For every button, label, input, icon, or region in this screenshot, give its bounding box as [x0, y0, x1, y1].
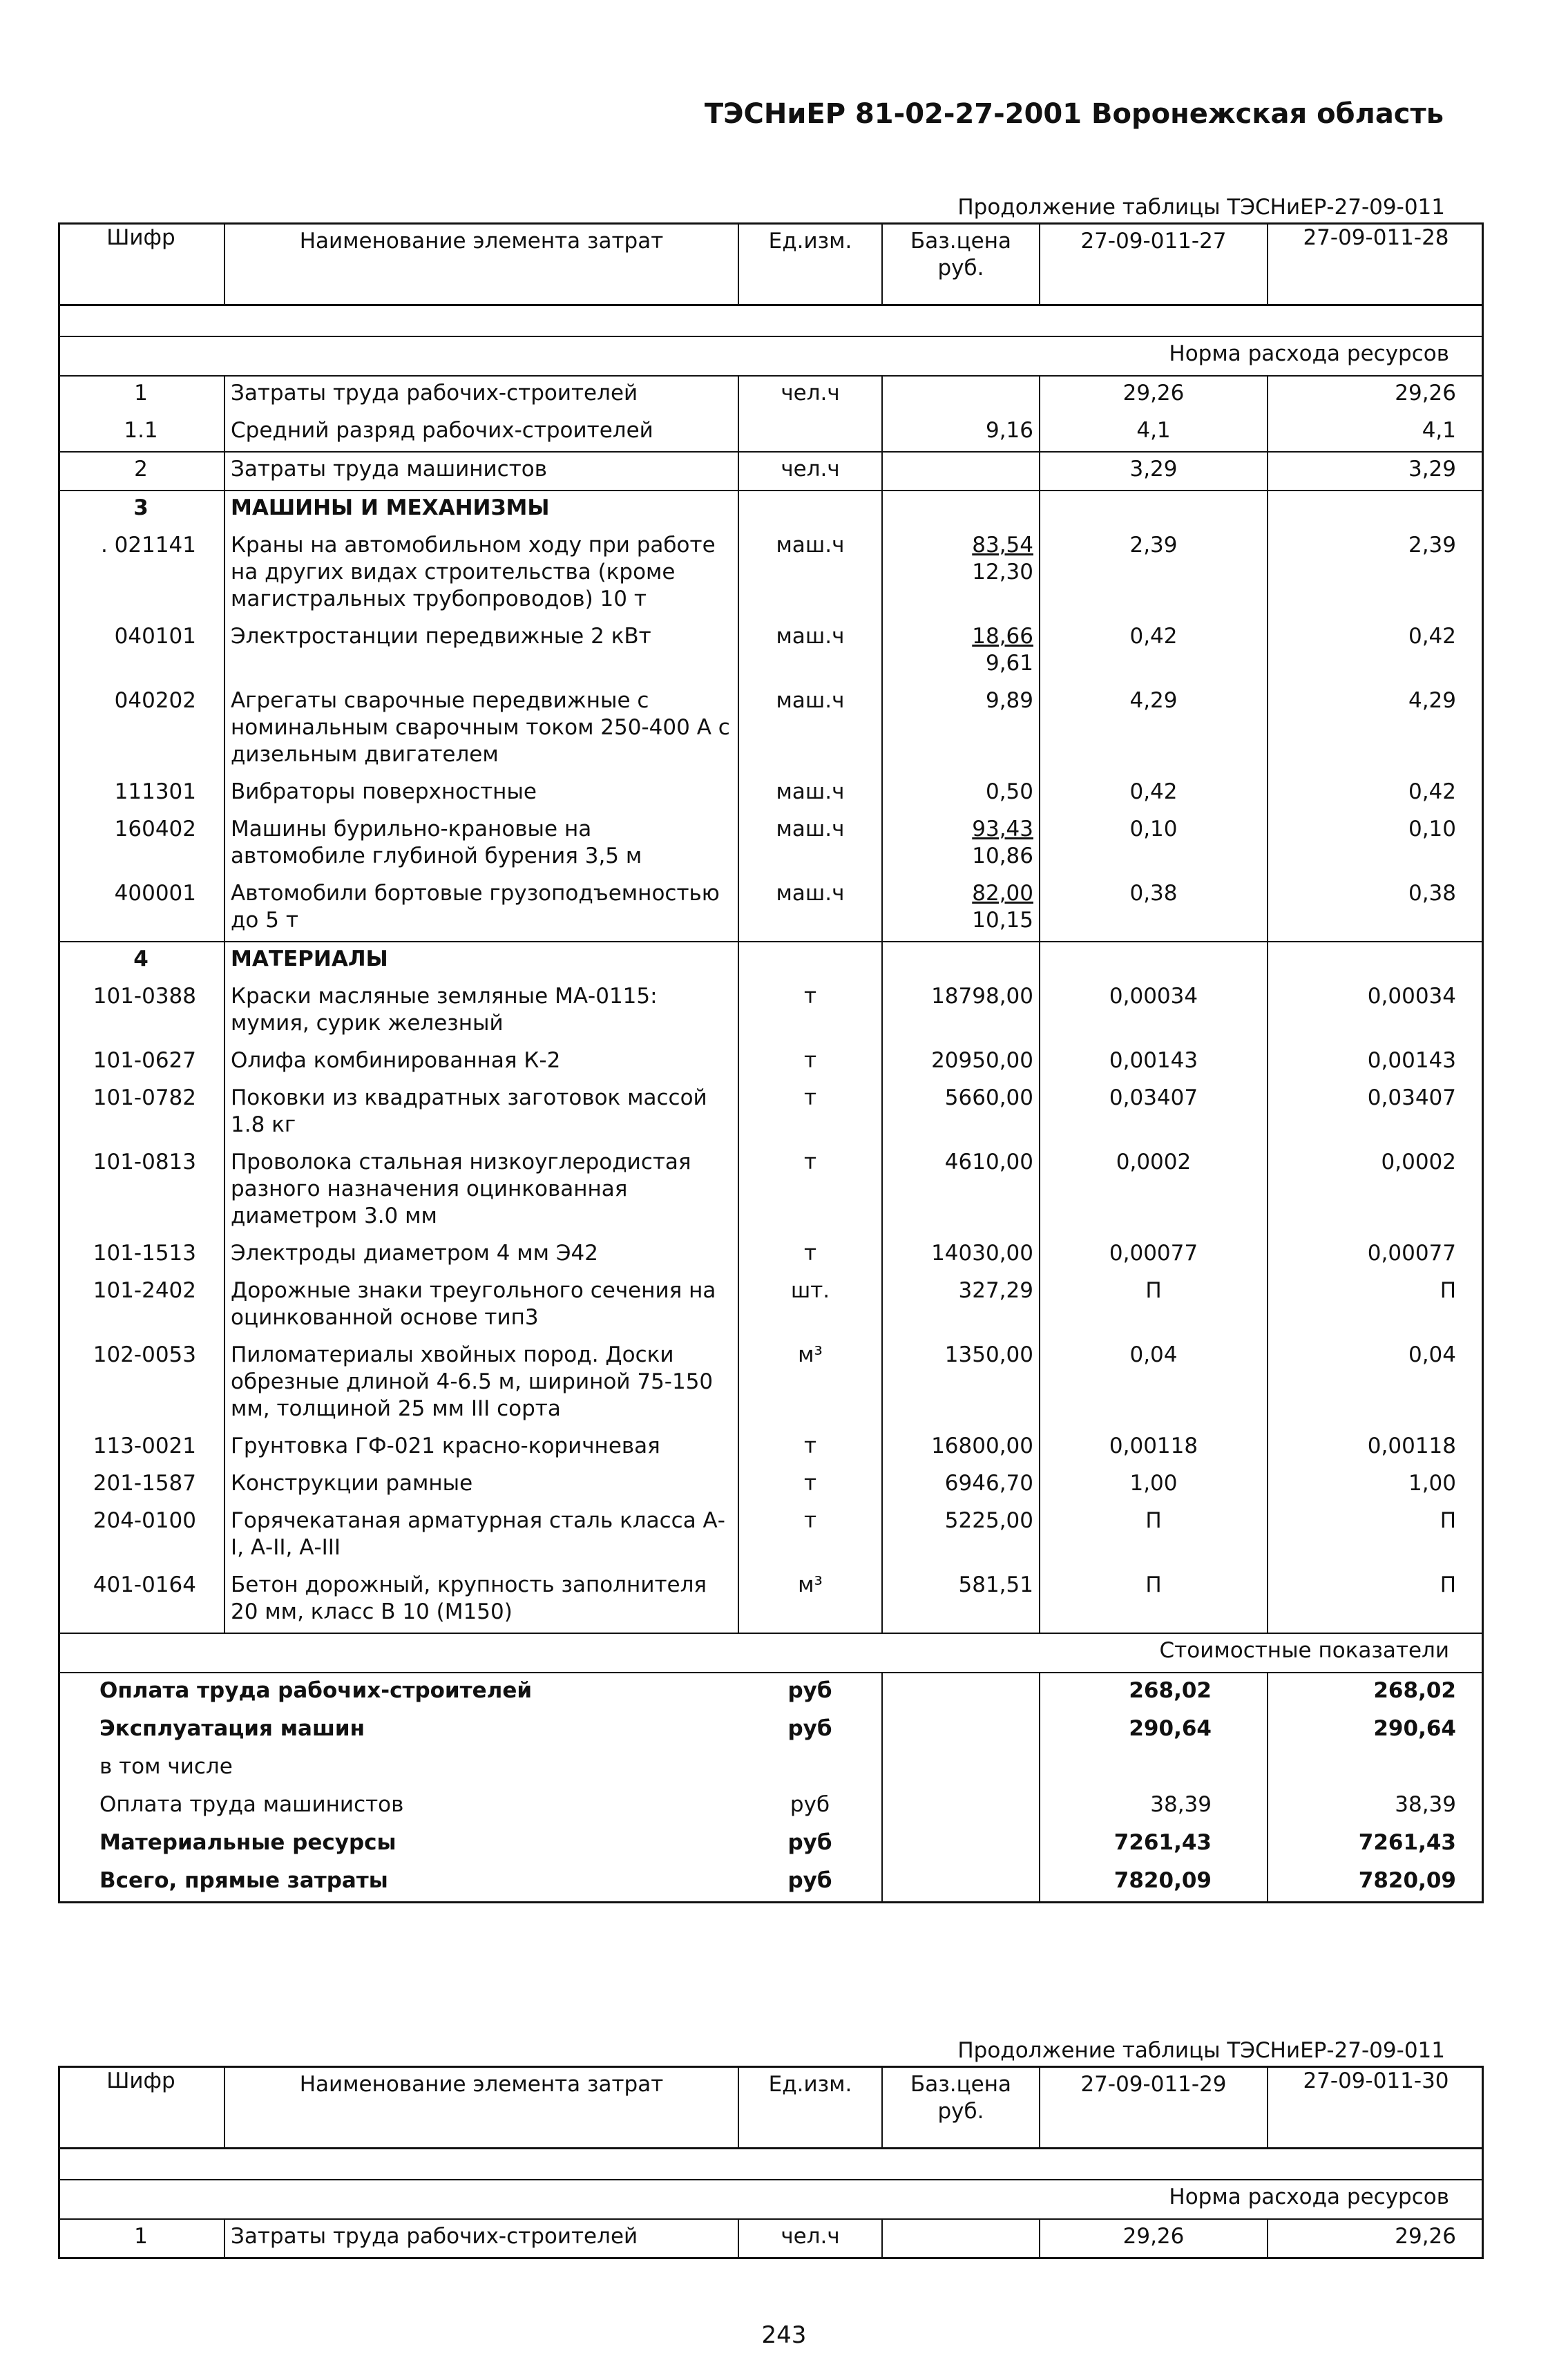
row-price: 9,16 [882, 414, 1040, 452]
table-row [58, 529, 1484, 620]
row-price [882, 877, 1040, 942]
table-row [58, 1429, 1484, 1467]
row-name: МАШИНЫ И МЕХАНИЗМЫ [224, 491, 738, 529]
row-code: 3 [133, 495, 149, 520]
row-name: Проволока стальная низкоуглеродистая разного назначения оцинкованная диаметром 3.0 мм [224, 1145, 738, 1237]
row-unit: т [738, 1044, 882, 1081]
price-operator: 10,15 [972, 908, 1033, 933]
row-value-2: П [1268, 1504, 1484, 1568]
row-value-1: 4,29 [1040, 684, 1268, 775]
row-code: 1 [134, 381, 148, 406]
row-value-1: 0,00143 [1040, 1044, 1268, 1081]
page-number: 243 [761, 2321, 807, 2349]
row-unit [738, 414, 882, 452]
col-header-price: Баз.цена руб. [882, 2067, 1040, 2149]
row-name: Автомобили бортовые грузоподъемностью до 5 т [224, 877, 738, 942]
row-value-2 [1268, 491, 1484, 529]
row-code: 1.1 [58, 414, 224, 452]
row-code: 160402 [114, 817, 196, 841]
row-value-1: 29,26 [1040, 376, 1268, 414]
row-price [882, 491, 1040, 529]
cost-name: Всего, прямые затраты [58, 1863, 738, 1903]
row-price: 16800,00 [882, 1429, 1040, 1467]
table-row [58, 1145, 1484, 1237]
row-code: 1 [58, 2219, 224, 2258]
row-name: Олифа комбинированная К-2 [224, 1044, 738, 1081]
row-code: 4 [133, 946, 149, 971]
row-unit: маш.ч [738, 812, 882, 877]
row-value-2: П [1268, 1568, 1484, 1633]
table-2-body [58, 2219, 1484, 2258]
row-price [882, 452, 1040, 491]
row-price: 14030,00 [882, 1237, 1040, 1274]
row-unit [738, 491, 882, 529]
row-unit: т [738, 1429, 882, 1467]
row-name: Дорожные знаки треугольного сечения на оцинкованной основе тип3 [224, 1274, 738, 1338]
table-row [58, 491, 1484, 529]
row-name: Средний разряд рабочих-строителей [224, 414, 738, 452]
row-value-1: П [1040, 1274, 1268, 1338]
table-row [58, 775, 1484, 812]
row-value-1: 1,00 [1040, 1467, 1268, 1504]
cost-price [882, 1863, 1040, 1903]
row-price [882, 529, 1040, 620]
cost-price [882, 1825, 1040, 1863]
row-price: 20950,00 [882, 1044, 1040, 1081]
row-name: Затраты труда машинистов [224, 452, 738, 491]
row-price [882, 812, 1040, 877]
row-unit: м³ [738, 1338, 882, 1429]
row-name: Агрегаты сварочные передвижные с номинальным сварочным током 250-400 А с дизельным двигателем [224, 684, 738, 775]
col-header-unit: Ед.изм. [738, 2067, 882, 2149]
row-value-2: 0,00118 [1268, 1429, 1484, 1467]
table-row [58, 620, 1484, 684]
table-row [58, 942, 1484, 980]
cost-price [882, 1711, 1040, 1749]
row-price [882, 376, 1040, 414]
row-code: 101-0813 [93, 1150, 196, 1174]
row-value-2: П [1268, 1274, 1484, 1338]
price-machine: 82,00 [972, 881, 1033, 906]
table-1-body [58, 376, 1484, 1633]
row-value-1: 0,00077 [1040, 1237, 1268, 1274]
row-value-2: 4,29 [1268, 684, 1484, 775]
cost-unit [738, 1749, 882, 1787]
row-unit: маш.ч [738, 684, 882, 775]
cost-value-2: 7261,43 [1268, 1825, 1484, 1863]
cost-row [58, 1711, 1484, 1749]
row-name: Бетон дорожный, крупность заполнителя 20 мм, класс В 10 (М150) [224, 1568, 738, 1633]
price-operator: 10,86 [972, 844, 1033, 868]
table-row [58, 980, 1484, 1044]
table-row [58, 877, 1484, 942]
row-value-2: 0,00034 [1268, 980, 1484, 1044]
row-value-1: П [1040, 1504, 1268, 1568]
row-value-1: 0,42 [1040, 775, 1268, 812]
row-code: 400001 [58, 877, 224, 942]
cost-label: Стоимостные показатели [58, 1633, 1484, 1673]
col-header-code: Шифр [58, 224, 224, 305]
row-code: 2 [58, 452, 224, 491]
row-price: 4610,00 [882, 1145, 1040, 1237]
row-name: Электроды диаметром 4 мм Э42 [224, 1237, 738, 1274]
row-code: 201-1587 [93, 1471, 196, 1496]
row-unit: маш.ч [738, 620, 882, 684]
price-machine: 83,54 [972, 533, 1033, 558]
row-code: 101-0627 [93, 1048, 196, 1073]
page-header: ТЭСНиЕР 81-02-27-2001 Воронежская область [704, 98, 1444, 130]
cost-unit: руб [790, 1792, 830, 1817]
price-operator: 12,30 [972, 560, 1033, 584]
table-header-row [58, 2067, 1484, 2149]
row-price: 0,50 [882, 775, 1040, 812]
cost-value-2 [1268, 1749, 1484, 1787]
norm-label-row [58, 2180, 1484, 2219]
row-value-2: 0,00077 [1268, 1237, 1484, 1274]
row-unit: маш.ч [738, 775, 882, 812]
row-name: Пиломатериалы хвойных пород. Доски обрезные длиной 4-6.5 м, шириной 75-150 мм, толщиной 25 мм III сорта [224, 1338, 738, 1429]
cost-name: Эксплуатация машин [99, 1716, 365, 1741]
row-value-1: 0,38 [1040, 877, 1268, 942]
row-value-2: 4,1 [1268, 414, 1484, 452]
row-unit: т [738, 1081, 882, 1145]
price-machine: 93,43 [972, 817, 1033, 841]
row-unit: маш.ч [738, 529, 882, 620]
row-value-2: 1,00 [1268, 1467, 1484, 1504]
col-header-v2: 27-09-011-28 [1268, 224, 1484, 305]
row-value-2: 29,26 [1268, 2219, 1484, 2258]
row-price [882, 942, 1040, 980]
row-value-1: 0,10 [1040, 812, 1268, 877]
row-code: 101-1513 [93, 1241, 196, 1266]
row-price: 5225,00 [882, 1504, 1040, 1568]
row-value-2 [1268, 942, 1484, 980]
cost-value-1: 7820,09 [1040, 1863, 1268, 1903]
row-unit: т [738, 980, 882, 1044]
row-name: Затраты труда рабочих-строителей [224, 376, 738, 414]
norm-label-row [58, 336, 1484, 376]
row-value-1 [1040, 942, 1268, 980]
cost-unit: руб [787, 1716, 832, 1741]
row-unit: т [738, 1504, 882, 1568]
row-unit: т [738, 1237, 882, 1274]
cost-unit: руб [787, 1678, 832, 1703]
row-name: Грунтовка ГФ-021 красно-коричневая [224, 1429, 738, 1467]
row-unit: т [738, 1145, 882, 1237]
cost-value-1 [1040, 1749, 1268, 1787]
table-1-cost-body [58, 1673, 1484, 1903]
table-row [58, 414, 1484, 452]
row-price [882, 2219, 1040, 2258]
row-price: 9,89 [882, 684, 1040, 775]
row-value-1: 0,00118 [1040, 1429, 1268, 1467]
col-header-unit: Ед.изм. [738, 224, 882, 305]
table-row [58, 1274, 1484, 1338]
row-value-1: 4,1 [1040, 414, 1268, 452]
row-value-1: П [1040, 1568, 1268, 1633]
row-value-2: 29,26 [1268, 376, 1484, 414]
norm-label: Норма расхода ресурсов [58, 336, 1484, 376]
row-value-1: 29,26 [1040, 2219, 1268, 2258]
row-value-2: 0,0002 [1268, 1145, 1484, 1237]
cost-unit: руб [787, 1830, 832, 1855]
table-row [58, 1237, 1484, 1274]
row-code: 101-2402 [93, 1278, 196, 1303]
table-row [58, 1338, 1484, 1429]
cost-name: Материальные ресурсы [99, 1830, 396, 1855]
table-row [58, 1081, 1484, 1145]
cost-value-2: 290,64 [1268, 1711, 1484, 1749]
table-row [58, 1467, 1484, 1504]
row-code: 111301 [114, 779, 196, 804]
row-unit: чел.ч [738, 376, 882, 414]
table-continuation-label: Продолжение таблицы ТЭСНиЕР-27-09-011 [957, 195, 1445, 220]
row-code: 113-0021 [93, 1434, 196, 1458]
row-price: 581,51 [882, 1568, 1040, 1633]
row-value-1: 0,42 [1040, 620, 1268, 684]
cost-price [882, 1787, 1040, 1825]
row-code: 102-0053 [93, 1342, 196, 1367]
row-value-1: 0,03407 [1040, 1081, 1268, 1145]
row-value-2: 3,29 [1268, 452, 1484, 491]
row-unit: м³ [738, 1568, 882, 1633]
row-value-2: 0,38 [1268, 877, 1484, 942]
row-name: Вибраторы поверхностные [224, 775, 738, 812]
table-row [58, 376, 1484, 414]
cost-value-1: 7261,43 [1040, 1825, 1268, 1863]
row-unit: т [738, 1467, 882, 1504]
row-price: 1350,00 [882, 1338, 1040, 1429]
cost-row [58, 1825, 1484, 1863]
row-name: Краски масляные земляные МА-0115: мумия, сурик железный [224, 980, 738, 1044]
row-name: Затраты труда рабочих-строителей [224, 2219, 738, 2258]
price-machine: 18,66 [972, 624, 1033, 649]
cost-price [882, 1749, 1040, 1787]
cost-name: в том числе [99, 1754, 233, 1779]
row-value-1: 3,29 [1040, 452, 1268, 491]
cost-value-2: 268,02 [1268, 1673, 1484, 1711]
cost-value-1: 268,02 [1040, 1673, 1268, 1711]
row-name: Конструкции рамные [224, 1467, 738, 1504]
row-value-1: 2,39 [1040, 529, 1268, 620]
row-value-1: 0,04 [1040, 1338, 1268, 1429]
table-row [58, 1568, 1484, 1633]
row-name: Краны на автомобильном ходу при работе на других видах строительства (кроме магистральных трубопроводов) 10 т [224, 529, 738, 620]
row-unit: чел.ч [738, 452, 882, 491]
row-value-2: 2,39 [1268, 529, 1484, 620]
cost-row [58, 1749, 1484, 1787]
col-header-price: Баз.цена руб. [882, 224, 1040, 305]
row-value-2: 0,03407 [1268, 1081, 1484, 1145]
row-value-2: 0,42 [1268, 775, 1484, 812]
table-header-row [58, 224, 1484, 305]
row-unit [738, 942, 882, 980]
cost-unit: руб [738, 1863, 882, 1903]
col-header-name: Наименование элемента затрат [224, 224, 738, 305]
row-price: 18798,00 [882, 980, 1040, 1044]
cost-name: Оплата труда рабочих-строителей [99, 1678, 533, 1703]
row-code: 401-0164 [93, 1572, 196, 1597]
price-operator: 9,61 [985, 651, 1033, 676]
row-price [882, 620, 1040, 684]
col-header-v2: 27-09-011-30 [1268, 2067, 1484, 2149]
row-price: 5660,00 [882, 1081, 1040, 1145]
col-header-name: Наименование элемента затрат [224, 2067, 738, 2149]
cost-row [58, 1787, 1484, 1825]
row-unit: чел.ч [738, 2219, 882, 2258]
cost-value-2: 38,39 [1268, 1787, 1484, 1825]
row-name: Машины бурильно-крановые на автомобиле глубиной бурения 3,5 м [224, 812, 738, 877]
row-name: Поковки из квадратных заготовок массой 1.8 кг [224, 1081, 738, 1145]
cost-value-2: 7820,09 [1268, 1863, 1484, 1903]
table-continuation-label-2: Продолжение таблицы ТЭСНиЕР-27-09-011 [957, 2038, 1445, 2063]
row-name: Электростанции передвижные 2 кВт [224, 620, 738, 684]
row-value-1: 0,0002 [1040, 1145, 1268, 1237]
col-header-v1: 27-09-011-27 [1040, 224, 1268, 305]
row-value-2: 0,00143 [1268, 1044, 1484, 1081]
cost-value-1: 38,39 [1040, 1787, 1268, 1825]
row-code: . 021141 [100, 533, 196, 558]
col-header-code: Шифр [58, 2067, 224, 2149]
col-header-v1: 27-09-011-29 [1040, 2067, 1268, 2149]
cost-value-1: 290,64 [1040, 1711, 1268, 1749]
row-name: МАТЕРИАЛЫ [224, 942, 738, 980]
row-value-2: 0,04 [1268, 1338, 1484, 1429]
table-row [58, 2219, 1484, 2258]
row-unit: маш.ч [738, 877, 882, 942]
cost-name: Оплата труда машинистов [99, 1792, 404, 1817]
cost-row [58, 1673, 1484, 1711]
row-value-1 [1040, 491, 1268, 529]
row-code: 101-0388 [93, 984, 196, 1009]
table-row [58, 452, 1484, 491]
cost-row [58, 1863, 1484, 1903]
table-row [58, 812, 1484, 877]
row-code: 040202 [114, 688, 196, 713]
row-code: 204-0100 [93, 1508, 196, 1533]
resource-table-1 [58, 222, 1484, 1903]
cost-price [882, 1673, 1040, 1711]
row-price: 6946,70 [882, 1467, 1040, 1504]
row-code: 101-0782 [93, 1085, 196, 1110]
row-price: 327,29 [882, 1274, 1040, 1338]
norm-label: Норма расхода ресурсов [58, 2180, 1484, 2219]
table-row [58, 684, 1484, 775]
row-value-1: 0,00034 [1040, 980, 1268, 1044]
resource-table-2 [58, 2066, 1484, 2259]
table-row [58, 1044, 1484, 1081]
row-code: 040101 [114, 624, 196, 649]
row-value-2: 0,10 [1268, 812, 1484, 877]
row-name: Горячекатаная арматурная сталь класса А-I, А-II, А-III [224, 1504, 738, 1568]
row-unit: шт. [738, 1274, 882, 1338]
row-value-2: 0,42 [1268, 620, 1484, 684]
cost-label-row [58, 1633, 1484, 1673]
table-row [58, 1504, 1484, 1568]
